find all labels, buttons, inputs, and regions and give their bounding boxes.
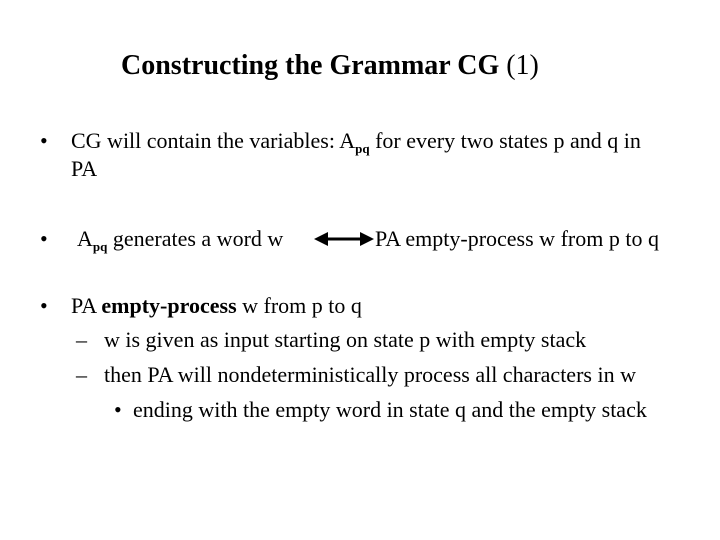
bullet-2-pre: A — [77, 226, 93, 251]
sub-bullet-2-text: then PA will nondeterministically process all characters in w — [104, 362, 636, 387]
sub-bullet-2-dash: – — [76, 362, 87, 387]
bullet-1-pre: CG will contain the variables: A — [71, 128, 356, 153]
slide-title-number: (1) — [499, 50, 539, 81]
bullet-2-right-text: PA empty-process w from p to q — [375, 226, 659, 251]
bullet-2-subscript: pq — [92, 239, 108, 254]
sub-sub-bullet-marker: • — [114, 397, 122, 422]
bullet-1-subscript: pq — [355, 141, 370, 156]
bullet-3-bold: empty-process — [101, 293, 237, 318]
bullet-3-marker: • — [40, 293, 48, 318]
slide-title — [121, 48, 539, 84]
sub-bullet-1-dash: – — [76, 327, 87, 352]
double-arrow-icon — [314, 229, 374, 249]
bullet-3-post: w from p to q — [236, 293, 362, 318]
bullet-3-text — [71, 292, 362, 320]
bullet-1-post: for every two states p and q in — [369, 128, 641, 153]
bullet-2-marker: • — [40, 226, 48, 251]
slide-title-bold: Constructing the Grammar CG — [121, 50, 500, 81]
bullet-3-pre: PA — [71, 293, 102, 318]
sub-bullet-1-text: w is given as input starting on state p with empty stack — [104, 327, 587, 352]
bullet-1-text — [71, 127, 641, 155]
bullet-2-post: generates a word w — [107, 226, 284, 251]
sub-sub-bullet-text: ending with the empty word in state q and the empty stack — [133, 397, 647, 422]
bullet-1-continuation: PA — [71, 156, 98, 181]
bullet-2-text — [77, 225, 283, 253]
bullet-1-marker: • — [40, 128, 48, 153]
